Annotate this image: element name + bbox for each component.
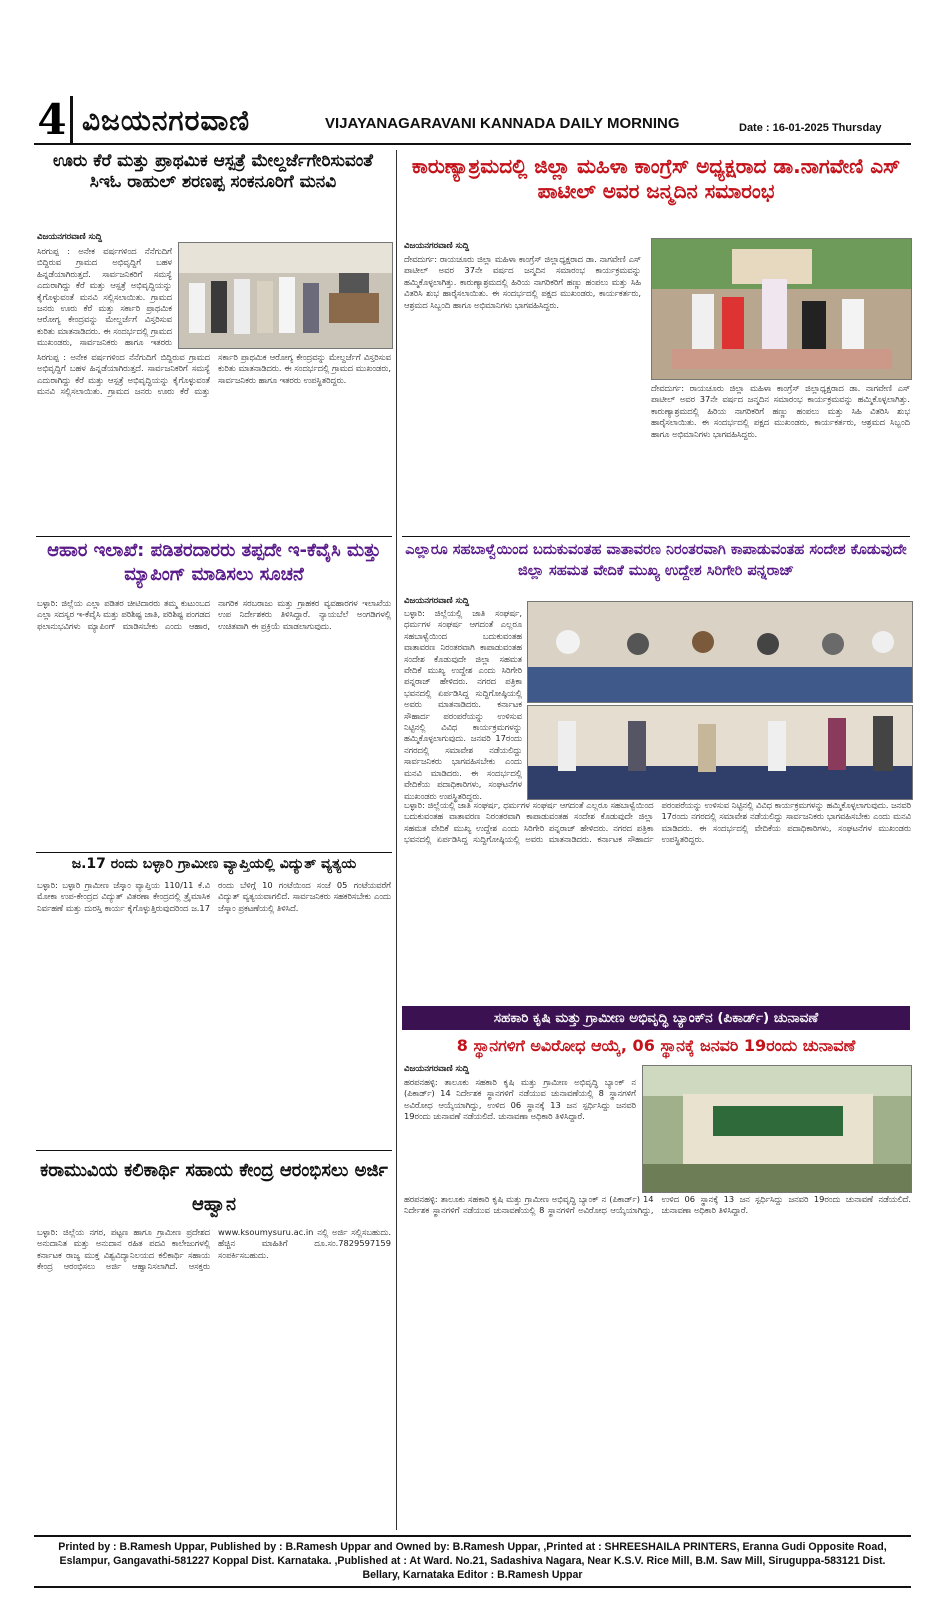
divider <box>402 536 910 537</box>
column-divider <box>396 150 397 1530</box>
article-7-byline: ವಿಜಯನಗರವಾಣಿ ಸುದ್ದಿ <box>404 1064 470 1074</box>
article-4-photo-2 <box>527 705 913 800</box>
article-7-body-intro: ಹರಪನಹಳ್ಳಿ: ತಾಲೂಕು ಸಹಕಾರಿ ಕೃಷಿ ಮತ್ತು ಗ್ರಾಮೀಣ ಅಭಿವೃದ್ಧಿ ಬ್ಯಾಂಕ್ ನ (ಪಿಕಾರ್ಡ್) 14 ನಿರ್ದೇಶಕ ಸ್ಥಾನಗಳಿಗೆ ನಡೆಯುವ ಚುನಾವಣೆಯಲ್ಲಿ 8 ಸ್ಥಾನಗಳಿಗೆ ಅವಿರೋಧ ಆಯ್ಕೆಯಾಗಿದ್ದು, ಉಳಿದ 06 ಸ್ಥಾನಕ್ಕೆ 13 ಜನ ಸ್ಪರ್ಧಿಸಿದ್ದು ಜನವರಿ 19ರಂದು ಚುನಾವಣೆ ನಡೆಯಲಿದೆ. ಚುನಾವಣಾ ಅಧಿಕಾರಿ ತಿಳಿಸಿದ್ದಾರೆ. <box>404 1077 636 1122</box>
article-1-body: ಸಿರಗುಪ್ಪ : ಅನೇಕ ವರ್ಷಗಳಿಂದ ನೆನೆಗುದಿಗೆ ಬಿದ್ದಿರುವ ಗ್ರಾಮದ ಅಭಿವೃದ್ದಿಗೆ ಬಹಳ ಹಿನ್ನಡೆಯಾಗಿರುತ್ತದೆ. ಸಾರ್ವಜನಿಕರಿಗೆ ಸಮಸ್ಯೆ ಎದುರಾಗಿದ್ದು ಕೆರೆ ಮತ್ತು ಆಸ್ಪತ್ರೆ ಅಭಿವೃದ್ಧಿಯನ್ನು ಕೈಗೊಳ್ಳುವಂತೆ ಮನವಿ ಸಲ್ಲಿಸಲಾಯಿತು. ಗ್ರಾಮದ ಜನರು ಊರು ಕೆರೆ ಮತ್ತು ಸರ್ಕಾರಿ ಪ್ರಾಥಮಿಕ ಆರೋಗ್ಯ ಕೇಂದ್ರವನ್ನು ಮೇಲ್ದರ್ಜೆಗೆ ವಿಸ್ತರಿಸುವ ಕುರಿತು ಮಾತನಾಡಿದರು. ಈ ಸಂದರ್ಭದಲ್ಲಿ ಗ್ರಾಮದ ಮುಖಂಡರು, ಸಾರ್ವಜನಿಕರು ಹಾಗೂ ಇತರರು ಉಪಸ್ಥಿತರಿದ್ದರು. <box>37 352 391 397</box>
article-1-body-intro: ಸಿರಗುಪ್ಪ : ಅನೇಕ ವರ್ಷಗಳಿಂದ ನೆನೆಗುದಿಗೆ ಬಿದ್ದಿರುವ ಗ್ರಾಮದ ಅಭಿವೃದ್ದಿಗೆ ಬಹಳ ಹಿನ್ನಡೆಯಾಗಿರುತ್ತದೆ. ಸಾರ್ವಜನಿಕರಿಗೆ ಸಮಸ್ಯೆ ಎದುರಾಗಿದ್ದು ಕೆರೆ ಮತ್ತು ಆಸ್ಪತ್ರೆ ಅಭಿವೃದ್ಧಿಯನ್ನು ಕೈಗೊಳ್ಳುವಂತೆ ಮನವಿ ಸಲ್ಲಿಸಲಾಯಿತು. ಗ್ರಾಮದ ಜನರು ಊರು ಕೆರೆ ಮತ್ತು ಸರ್ಕಾರಿ ಪ್ರಾಥಮಿಕ ಆರೋಗ್ಯ ಕೇಂದ್ರವನ್ನು ಮೇಲ್ದರ್ಜೆಗೆ ವಿಸ್ತರಿಸುವ ಕುರಿತು ಮಾತನಾಡಿದರು. ಈ ಸಂದರ್ಭದಲ್ಲಿ ಗ್ರಾಮದ ಮುಖಂಡರು, ಸಾರ್ವಜನಿಕರು ಹಾಗೂ ಇತರರು <box>37 246 172 348</box>
imprint-footer <box>34 1541 911 1582</box>
footer-rule-top <box>34 1535 911 1537</box>
article-5-body: ಬಳ್ಳಾರಿ: ಬಳ್ಳಾರಿ ಗ್ರಾಮೀಣ ಜೆಸ್ಕಾಂ ವ್ಯಾಪ್ತಿಯ 110/11 ಕೆ.ವಿ ಮೋಕಾ ಉಪ-ಕೇಂದ್ರದ ವಿದ್ಯುತ್ ವಿತರಣಾ ಕೇಂದ್ರದಲ್ಲಿ ತ್ರೈಮಾಸಿಕ ನಿರ್ವಹಣೆ ಮತ್ತು ದುರಸ್ತಿ ಕಾರ್ಯ ಕೈಗೊಳ್ಳುತ್ತಿರುವುದರಿಂದ ಜ.17 ರಂದು ಬೆಳಿಗ್ಗೆ 10 ಗಂಟೆಯಿಂದ ಸಂಜೆ 05 ಗಂಟೆಯವರೆಗೆ ವಿದ್ಯುತ್ ವ್ಯತ್ಯಯವಾಗಲಿದೆ. ಸಾರ್ವಜನಿಕರು ಸಹಕರಿಸಬೇಕು ಎಂದು ಜೆಸ್ಕಾಂ ಪ್ರಕಟಣೆಯಲ್ಲಿ ತಿಳಿಸಿದೆ. <box>37 880 391 913</box>
imprint-line-2: Eslampur, Gangavathi-581227 Koppal Dist. Karnataka. ,Published at : At Ward. No.21, Sadashiva Nagara, Near K.S.V. Rice Mill, B.M. Saw Mill, Siruguppa-583121 Dist. <box>59 1554 886 1567</box>
article-7-body: ಹರಪನಹಳ್ಳಿ: ತಾಲೂಕು ಸಹಕಾರಿ ಕೃಷಿ ಮತ್ತು ಗ್ರಾಮೀಣ ಅಭಿವೃದ್ಧಿ ಬ್ಯಾಂಕ್ ನ (ಪಿಕಾರ್ಡ್) 14 ನಿರ್ದೇಶಕ ಸ್ಥಾನಗಳಿಗೆ ನಡೆಯುವ ಚುನಾವಣೆಯಲ್ಲಿ 8 ಸ್ಥಾನಗಳಿಗೆ ಅವಿರೋಧ ಆಯ್ಕೆಯಾಗಿದ್ದು, ಉಳಿದ 06 ಸ್ಥಾನಕ್ಕೆ 13 ಜನ ಸ್ಪರ್ಧಿಸಿದ್ದು ಜನವರಿ 19ರಂದು ಚುನಾವಣೆ ನಡೆಯಲಿದೆ. ಚುನಾವಣಾ ಅಧಿಕಾರಿ ತಿಳಿಸಿದ್ದಾರೆ. <box>404 1194 911 1216</box>
article-3-headline: ಆಹಾರ ಇಲಾಖೆ: ಪಡಿತರದಾರರು ತಪ್ಪದೇ ಇ-ಕೆವೈಸಿ ಮತ್ತು ಮ್ಯಾಪಿಂಗ್ ಮಾಡಿಸಲು ಸೂಚನೆ <box>47 540 381 585</box>
article-7-photo <box>642 1065 912 1193</box>
divider <box>36 852 392 853</box>
masthead-title-english: VIJAYANAGARAVANI KANNADA DAILY MORNING <box>325 115 680 132</box>
divider <box>36 536 392 537</box>
article-7-subheadline: 8 ಸ್ಥಾನಗಳಿಗೆ ಅವಿರೋಧ ಆಯ್ಕೆ, 06 ಸ್ಥಾನಕ್ಕೆ ಜನವರಿ 19ರಂದು ಚುನಾವಣೆ <box>456 1036 856 1055</box>
article-6-headline: ಕರಾಮುವಿಯ ಕಲಿಕಾರ್ಥಿ ಸಹಾಯ ಕೇಂದ್ರ ಆರಂಭಿಸಲು ಅರ್ಜಿ ಆಹ್ವಾನ <box>40 1160 388 1215</box>
imprint-line-1: Printed by : B.Ramesh Uppar, Published by : B.Ramesh Uppar and Owned by: B.Ramesh Uppar, ,Printed at : SHREESHAILA PRINTERS, Eranna Gudi Opposite Road, <box>58 1541 887 1553</box>
article-2-photo <box>651 238 912 380</box>
article-1-headline: ಊರು ಕೆರೆ ಮತ್ತು ಪ್ರಾಥಮಿಕ ಆಸ್ಪತ್ರೆ ಮೇಲ್ದರ್ಜೆಗೇರಿಸುವಂತೆ ಸಿಇಓ ರಾಹುಲ್ ಶರಣಪ್ಪ ಸಂಕನೂರಿಗೆ ಮನವಿ <box>52 151 373 193</box>
article-4-headline: ಎಲ್ಲಾರೂ ಸಹಬಾಳ್ವೆಯಿಂದ ಬದುಕುವಂತಹ ವಾತಾವರಣ ನಿರಂತರವಾಗಿ ಕಾಪಾಡುವಂತಹ ಸಂದೇಶ ಕೊಡುವುದೇ ಜಿಲ್ಲಾ ಸಹಮತ ವೇದಿಕೆ ಮುಖ್ಯ ಉದ್ದೇಶ ಸಿರಿಗೇರಿ ಪನ್ನರಾಜ್ <box>405 542 907 579</box>
masthead-date: Date : 16-01-2025 Thursday <box>739 122 882 134</box>
masthead-rule <box>34 143 911 145</box>
article-7-headline: ಸಹಕಾರಿ ಕೃಷಿ ಮತ್ತು ಗ್ರಾಮೀಣ ಅಭಿವೃದ್ಧಿ ಬ್ಯಾಂಕ್‌ನ (ಪಿಕಾರ್ಡ್) ಚುನಾವಣೆ <box>402 1006 910 1030</box>
page-number: 4 <box>34 96 73 144</box>
divider <box>36 1150 392 1151</box>
article-3-body: ಬಳ್ಳಾರಿ: ಜಿಲ್ಲೆಯ ಎಲ್ಲಾ ಪಡಿತರ ಚೀಟಿದಾರರು ತಮ್ಮ ಕುಟುಂಬದ ಎಲ್ಲಾ ಸದಸ್ಯರ ಇ-ಕೆವೈಸಿ ಮತ್ತು ಪರಿಶಿಷ್ಟ ಜಾತಿ, ಪರಿಶಿಷ್ಟ ಪಂಗಡದ ಫಲಾನುಭವಿಗಳು ಮ್ಯಾಪಿಂಗ್ ಮಾಡಿಸಬೇಕು ಎಂದು ಆಹಾರ, ನಾಗರಿಕ ಸರಬರಾಜು ಮತ್ತು ಗ್ರಾಹಕರ ವ್ಯವಹಾರಗಳ ಇಲಾಖೆಯ ಉಪ ನಿರ್ದೇಶಕರು ತಿಳಿಸಿದ್ದಾರೆ. ನ್ಯಾಯಬೆಲೆ ಅಂಗಡಿಗಳಲ್ಲಿ ಉಚಿತವಾಗಿ ಈ ಪ್ರಕ್ರಿಯೆ ಮಾಡಲಾಗುವುದು. <box>37 598 391 631</box>
article-2-body: ದೇವದುರ್ಗ: ರಾಯಚೂರು ಜಿಲ್ಲಾ ಮಹಿಳಾ ಕಾಂಗ್ರೆಸ್ ಜಿಲ್ಲಾಧ್ಯಕ್ಷರಾದ ಡಾ. ನಾಗವೇಣಿ ಎಸ್ ಪಾಟೀಲ್ ಅವರ 37ನೇ ವರ್ಷದ ಜನ್ಮದಿನ ಸಮಾರಂಭ ಕಾರ್ಯಕ್ರಮವನ್ನು ಹಮ್ಮಿಕೊಳ್ಳಲಾಗಿತ್ತು. ಕಾರುಣ್ಯಾಶ್ರಮದಲ್ಲಿ ಹಿರಿಯ ನಾಗರಿಕರಿಗೆ ಹಣ್ಣು ಹಂಪಲು ಮತ್ತು ಸಿಹಿ ವಿತರಿಸಿ ಶುಭ ಹಾರೈಸಲಾಯಿತು. ಈ ಸಂದರ್ಭದಲ್ಲಿ ಪಕ್ಷದ ಮುಖಂಡರು, ಕಾರ್ಯಕರ್ತರು, ಆಶ್ರಮದ ಸಿಬ್ಬಂದಿ ಹಾಗೂ ಅಭಿಮಾನಿಗಳು ಭಾಗವಹಿಸಿದ್ದರು. <box>404 254 641 310</box>
imprint-line-3: Bellary, Karnataka Editor : B.Ramesh Uppar <box>362 1568 583 1581</box>
article-2-body-continued: ದೇವದುರ್ಗ: ರಾಯಚೂರು ಜಿಲ್ಲಾ ಮಹಿಳಾ ಕಾಂಗ್ರೆಸ್ ಜಿಲ್ಲಾಧ್ಯಕ್ಷರಾದ ಡಾ. ನಾಗವೇಣಿ ಎಸ್ ಪಾಟೀಲ್ ಅವರ 37ನೇ ವರ್ಷದ ಜನ್ಮದಿನ ಸಮಾರಂಭ ಕಾರ್ಯಕ್ರಮವನ್ನು ಹಮ್ಮಿಕೊಳ್ಳಲಾಗಿತ್ತು. ಕಾರುಣ್ಯಾಶ್ರಮದಲ್ಲಿ ಹಿರಿಯ ನಾಗರಿಕರಿಗೆ ಹಣ್ಣು ಹಂಪಲು ಮತ್ತು ಸಿಹಿ ವಿತರಿಸಿ ಶುಭ ಹಾರೈಸಲಾಯಿತು. ಈ ಸಂದರ್ಭದಲ್ಲಿ ಪಕ್ಷದ ಮುಖಂಡರು, ಕಾರ್ಯಕರ್ತರು, ಆಶ್ರಮದ ಸಿಬ್ಬಂದಿ ಹಾಗೂ ಅಭಿಮಾನಿಗಳು ಭಾಗವಹಿಸಿದ್ದರು. <box>651 383 910 439</box>
article-6-body: ಬಳ್ಳಾರಿ: ಜಿಲ್ಲೆಯ ನಗರ, ಪಟ್ಟಣ ಹಾಗೂ ಗ್ರಾಮೀಣ ಪ್ರದೇಶದ ಅನುದಾನಿತ ಮತ್ತು ಅನುದಾನ ರಹಿತ ಪದವಿ ಕಾಲೇಜುಗಳಲ್ಲಿ ಕರ್ನಾಟಕ ರಾಜ್ಯ ಮುಕ್ತ ವಿಶ್ವವಿದ್ಯಾನಿಲಯದ ಕಲಿಕಾರ್ಥಿ ಸಹಾಯ ಕೇಂದ್ರ ಆರಂಭಿಸಲು ಅರ್ಜಿ ಆಹ್ವಾನಿಸಲಾಗಿದೆ. ಆಸಕ್ತರು www.ksoumysuru.ac.in ನಲ್ಲಿ ಅರ್ಜಿ ಸಲ್ಲಿಸಬಹುದು. ಹೆಚ್ಚಿನ ಮಾಹಿತಿಗೆ ದೂ.ಸಂ.7829597159 ಸಂಪರ್ಕಿಸಬಹುದು. <box>37 1227 391 1272</box>
article-1-byline: ವಿಜಯನಗರವಾಣಿ ಸುದ್ದಿ <box>37 232 103 242</box>
article-4-byline: ವಿಜಯನಗರವಾಣಿ ಸುದ್ದಿ <box>404 596 470 606</box>
masthead-title-kannada: ವಿಜಯನಗರವಾಣಿ <box>82 104 251 137</box>
article-2-byline: ವಿಜಯನಗರವಾಣಿ ಸುದ್ದಿ <box>404 241 470 251</box>
article-4-body-intro: ಬಳ್ಳಾರಿ: ಜಿಲ್ಲೆಯಲ್ಲಿ ಜಾತಿ ಸಂಘರ್ಷ, ಧರ್ಮಗಳ ಸಂಘರ್ಷ ಆಗದಂತೆ ಎಲ್ಲರೂ ಸಹಬಾಳ್ವೆಯಿಂದ ಬದುಕುವಂತಹ ವಾತಾವರಣ ನಿರಂತರವಾಗಿ ಕಾಪಾಡುವಂತಹ ಸಂದೇಶ ಕೊಡುವುದೇ ಜಿಲ್ಲಾ ಸಹಮತ ವೇದಿಕೆ ಮುಖ್ಯ ಉದ್ದೇಶ ಎಂದು ಸಿರಿಗೇರಿ ಪನ್ನರಾಜ್ ಹೇಳಿದರು. ನಗರದ ಪತ್ರಿಕಾ ಭವನದಲ್ಲಿ ಏರ್ಪಡಿಸಿದ್ದ ಸುದ್ದಿಗೋಷ್ಠಿಯಲ್ಲಿ ಅವರು ಮಾತನಾಡಿದರು. ಕರ್ನಾಟಕ ಸೌಹಾರ್ದ ಪರಂಪರೆಯನ್ನು ಉಳಿಸುವ ನಿಟ್ಟಿನಲ್ಲಿ ವಿವಿಧ ಕಾರ್ಯಕ್ರಮಗಳನ್ನು ಹಮ್ಮಿಕೊಳ್ಳಲಾಗುವುದು. ಜನವರಿ 17ರಂದು ನಗರದಲ್ಲಿ ಸಮಾವೇಶ ನಡೆಯಲಿದ್ದು ಸಾರ್ವಜನಿಕರು ಭಾಗವಹಿಸಬೇಕು ಎಂದು ಮನವಿ ಮಾಡಿದರು. ಈ ಸಂದರ್ಭದಲ್ಲಿ ವೇದಿಕೆಯ ಪದಾಧಿಕಾರಿಗಳು, ಸಂಘಟನೆಗಳ ಮುಖಂಡರು ಉಪಸ್ಥಿತರಿದ್ದರು. <box>404 608 522 801</box>
article-2-headline: ಕಾರುಣ್ಯಾಶ್ರಮದಲ್ಲಿ ಜಿಲ್ಲಾ ಮಹಿಳಾ ಕಾಂಗ್ರೆಸ್ ಅಧ್ಯಕ್ಷರಾದ ಡಾ.ನಾಗವೇಣಿ ಎಸ್ ಪಾಟೀಲ್ ಅವರ ಜನ್ಮದಿನ ಸಮಾರಂಭ <box>411 154 901 203</box>
article-1-photo <box>178 242 393 349</box>
footer-rule-bottom <box>34 1586 911 1588</box>
article-5-headline: ಜ.17 ರಂದು ಬಳ್ಳಾರಿ ಗ್ರಾಮೀಣ ವ್ಯಾಪ್ತಿಯಲ್ಲಿ ವಿದ್ಯುತ್ ವ್ಯತ್ಯಯ <box>71 856 357 872</box>
article-4-photo-1 <box>527 601 913 703</box>
article-4-body: ಬಳ್ಳಾರಿ: ಜಿಲ್ಲೆಯಲ್ಲಿ ಜಾತಿ ಸಂಘರ್ಷ, ಧರ್ಮಗಳ ಸಂಘರ್ಷ ಆಗದಂತೆ ಎಲ್ಲರೂ ಸಹಬಾಳ್ವೆಯಿಂದ ಬದುಕುವಂತಹ ವಾತಾವರಣ ನಿರಂತರವಾಗಿ ಕಾಪಾಡುವಂತಹ ಸಂದೇಶ ಕೊಡುವುದೇ ಜಿಲ್ಲಾ ಸಹಮತ ವೇದಿಕೆ ಮುಖ್ಯ ಉದ್ದೇಶ ಎಂದು ಸಿರಿಗೇರಿ ಪನ್ನರಾಜ್ ಹೇಳಿದರು. ನಗರದ ಪತ್ರಿಕಾ ಭವನದಲ್ಲಿ ಏರ್ಪಡಿಸಿದ್ದ ಸುದ್ದಿಗೋಷ್ಠಿಯಲ್ಲಿ ಅವರು ಮಾತನಾಡಿದರು. ಕರ್ನಾಟಕ ಸೌಹಾರ್ದ ಪರಂಪರೆಯನ್ನು ಉಳಿಸುವ ನಿಟ್ಟಿನಲ್ಲಿ ವಿವಿಧ ಕಾರ್ಯಕ್ರಮಗಳನ್ನು ಹಮ್ಮಿಕೊಳ್ಳಲಾಗುವುದು. ಜನವರಿ 17ರಂದು ನಗರದಲ್ಲಿ ಸಮಾವೇಶ ನಡೆಯಲಿದ್ದು ಸಾರ್ವಜನಿಕರು ಭಾಗವಹಿಸಬೇಕು ಎಂದು ಮನವಿ ಮಾಡಿದರು. ಈ ಸಂದರ್ಭದಲ್ಲಿ ವೇದಿಕೆಯ ಪದಾಧಿಕಾರಿಗಳು, ಸಂಘಟನೆಗಳ ಮುಖಂಡರು ಉಪಸ್ಥಿತರಿದ್ದರು. <box>404 800 911 845</box>
